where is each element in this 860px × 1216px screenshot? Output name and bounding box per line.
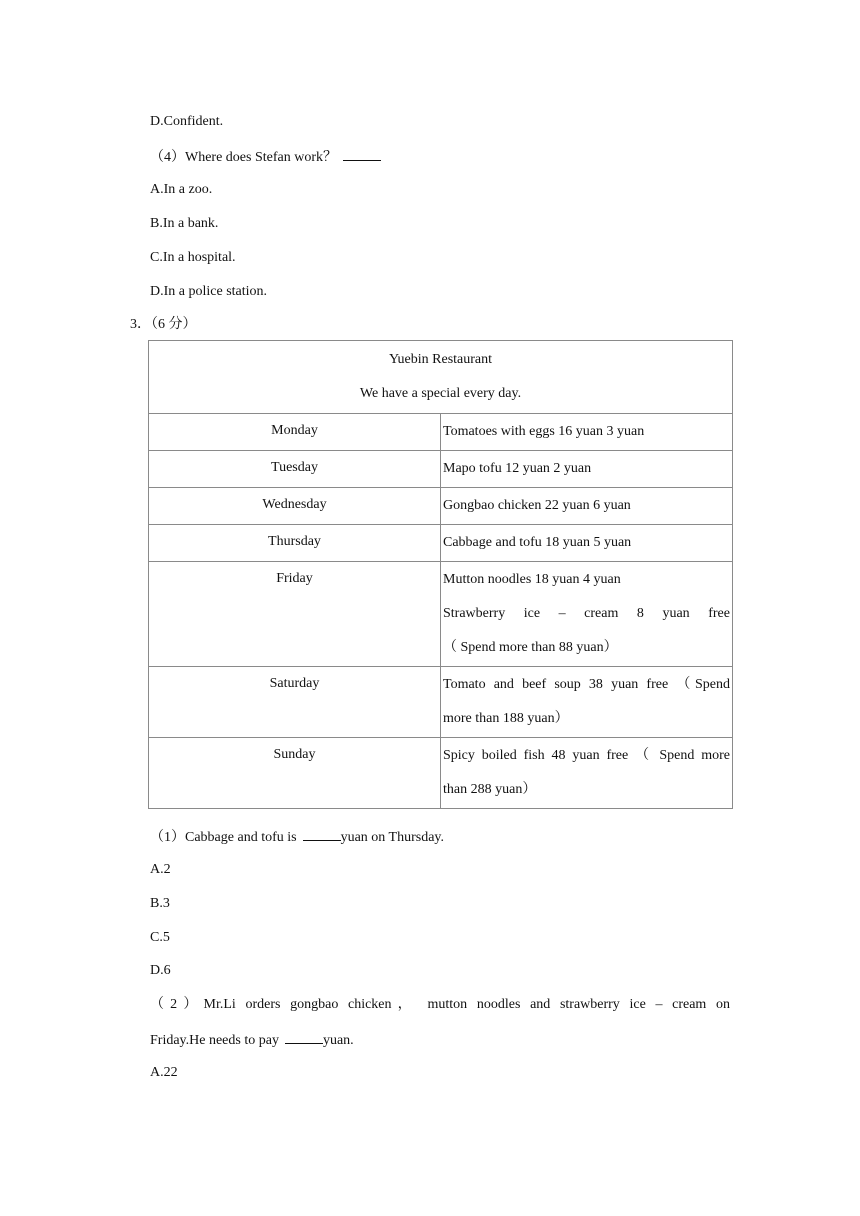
day-cell: Tuesday [149, 451, 441, 488]
sub-question-2-line-1: （2）Mr.Li orders gongbao chicken， mutton noodles and strawberry ice – cream on [150, 997, 730, 1012]
restaurant-tagline: We have a special every day. [359, 386, 522, 401]
option-d: D.6 [150, 963, 171, 978]
option-b: B.In a bank. [150, 216, 219, 231]
special-cell [441, 488, 733, 525]
sub-question-1-stem: （1）Cabbage and tofu is [150, 830, 297, 845]
question-4 [150, 147, 381, 167]
day-cell: Friday [149, 562, 441, 667]
special-line: Strawberry ice – cream 8 yuan free [443, 606, 730, 621]
table-row [149, 488, 733, 525]
table-header [149, 341, 733, 414]
option-a: A.In a zoo. [150, 182, 213, 197]
sub-question-1-stem-end: yuan on Thursday. [340, 830, 445, 845]
option-b: B.3 [150, 896, 170, 911]
answer-blank [343, 147, 381, 161]
option-a: A.22 [150, 1065, 178, 1080]
sub-question-1 [150, 827, 444, 847]
special-cell [441, 667, 733, 738]
special-line: Spicy boiled fish 48 yuan free （ Spend more [443, 748, 730, 763]
day-cell: Saturday [149, 667, 441, 738]
special-line: Tomato and beef soup 38 yuan free （Spend [443, 677, 730, 692]
day-cell: Sunday [149, 738, 441, 809]
option-d: D.Confident. [150, 114, 224, 129]
table-row [149, 738, 733, 809]
answer-blank [285, 1030, 323, 1044]
day-cell: Thursday [149, 525, 441, 562]
special-line: than 288 yuan） [443, 782, 537, 797]
option-a: A.2 [150, 862, 171, 877]
option-c: C.5 [150, 930, 170, 945]
restaurant-menu-table [148, 340, 733, 809]
special-line: more than 188 yuan） [443, 711, 569, 726]
day-cell: Wednesday [149, 488, 441, 525]
sub-question-2-line-2 [150, 1030, 354, 1050]
special-cell [441, 738, 733, 809]
special-cell [441, 525, 733, 562]
sub-question-2-stem-end: yuan. [322, 1033, 354, 1048]
option-c: C.In a hospital. [150, 250, 236, 265]
table-row [149, 414, 733, 451]
table-row [149, 525, 733, 562]
special-line: （ Spend more than 88 yuan） [443, 640, 618, 655]
special-cell [441, 451, 733, 488]
special-cell [441, 562, 733, 667]
question-4-stem: （4）Where does Stefan work？ [150, 150, 338, 165]
option-d: D.In a police station. [150, 284, 268, 299]
day-cell: Monday [149, 414, 441, 451]
table-row [149, 667, 733, 738]
special-cell [441, 414, 733, 451]
sub-question-2-stem: Friday.He needs to pay [150, 1033, 279, 1048]
special-line: Gongbao chicken 22 yuan 6 yuan [443, 498, 631, 513]
answer-blank [303, 827, 341, 841]
question-3-label: 3．（6 分） [130, 317, 197, 332]
special-line: Mutton noodles 18 yuan 4 yuan [443, 572, 621, 587]
special-line: Tomatoes with eggs 16 yuan 3 yuan [443, 424, 645, 439]
special-line: Cabbage and tofu 18 yuan 5 yuan [443, 535, 632, 550]
special-line: Mapo tofu 12 yuan 2 yuan [443, 461, 592, 476]
table-row [149, 451, 733, 488]
restaurant-name: Yuebin Restaurant [388, 352, 493, 367]
table-row [149, 562, 733, 667]
